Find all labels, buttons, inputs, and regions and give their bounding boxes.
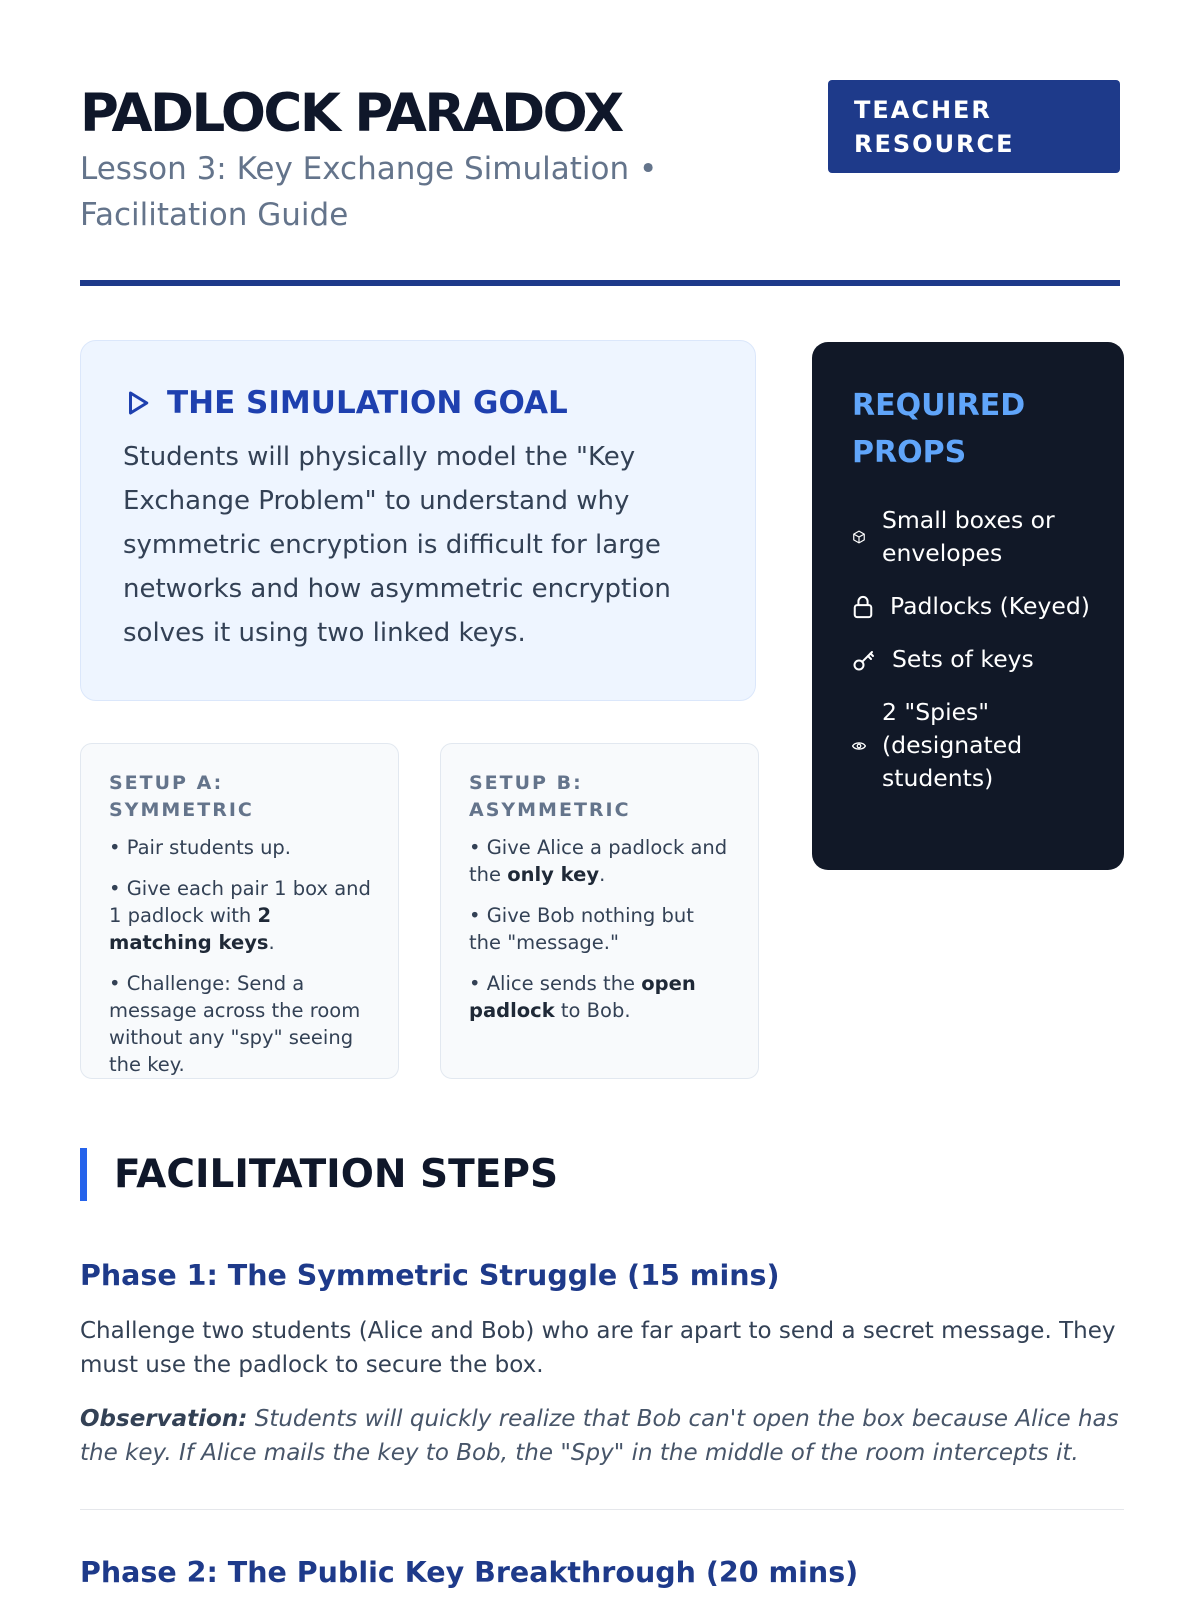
phase-1-section (80, 1256, 1124, 1470)
prop-label: Sets of keys (892, 645, 1034, 673)
phase-1-title: Phase 1: The Symmetric Struggle (15 mins) (80, 1259, 780, 1292)
setup-b-item (469, 970, 732, 1024)
setup-a-item: • Pair students up. (109, 836, 292, 859)
observation-text: Students will quickly realize that Bob can't open the box because Alice has the key. If Alice mails the key to Bob, the "Spy" in the middle of the room intercepts it. (80, 1406, 1119, 1466)
phase-divider (80, 1509, 1124, 1510)
setup-a-card (80, 743, 399, 1079)
observation-label: Observation: (80, 1406, 248, 1432)
setup-b-item-text: • Alice sends the (469, 972, 642, 995)
setup-b-item-emphasis: open padlock (469, 972, 696, 1022)
badge-line-1: TEACHER (854, 96, 992, 124)
phase-2-section (80, 1553, 1124, 1593)
prop-label: 2 "Spies" (designated students) (882, 698, 1023, 792)
goal-text: Students will physically model the "Key Exchange Problem" to understand why symmetric encryption is difficult for large networks and how asymmetric encryption solves it using two linked keys. (123, 442, 671, 648)
header-rule (80, 280, 1120, 286)
setup-b-card (440, 743, 759, 1079)
box-icon (852, 530, 866, 544)
setup-b-item-emphasis: only key (507, 863, 600, 886)
setup-a-item: • Challenge: Send a message across the room without any "spy" seeing the key. (109, 972, 361, 1076)
setup-b-item (469, 834, 732, 888)
simulation-goal-card (80, 340, 756, 701)
page-subtitle: Lesson 3: Key Exchange Simulation • Facilitation Guide (80, 151, 658, 233)
page-title: PADLOCK PARADOX (80, 83, 622, 144)
phase-1-observation (80, 1402, 1124, 1470)
setup-a-item-text: • Give each pair 1 box and 1 padlock with (109, 877, 371, 927)
teacher-resource-badge (828, 80, 1120, 173)
setup-a-title: SETUP A: SYMMETRIC (109, 772, 254, 821)
play-icon (123, 388, 153, 418)
setup-a-item (109, 875, 372, 956)
prop-item-boxes (852, 504, 1094, 570)
setup-b-item-text: • Give Alice a padlock and the (469, 836, 728, 886)
prop-label: Padlocks (Keyed) (890, 592, 1090, 620)
setup-a-item-text: . (268, 931, 275, 954)
goal-heading (123, 383, 715, 423)
prop-label: Small boxes or envelopes (882, 506, 1055, 567)
prop-item-keys (852, 643, 1094, 676)
key-icon (852, 648, 876, 672)
setup-b-item: • Give Bob nothing but the "message." (469, 904, 694, 954)
setup-b-item-text: . (599, 863, 606, 886)
setup-a-item-emphasis: 2 matching keys (109, 904, 272, 954)
eye-icon (852, 741, 866, 751)
props-title: REQUIRED PROPS (852, 388, 1026, 470)
phase-2-title: Phase 2: The Public Key Breakthrough (20 mins) (80, 1556, 859, 1589)
lock-icon (852, 595, 874, 619)
prop-item-spies (852, 696, 1094, 795)
badge-line-2: RESOURCE (854, 130, 1015, 158)
prop-item-padlocks (852, 590, 1094, 623)
facilitation-steps-heading: FACILITATION STEPS (80, 1148, 558, 1201)
goal-title: THE SIMULATION GOAL (167, 385, 568, 421)
setup-b-item-text: to Bob. (554, 999, 631, 1022)
phase-1-text: Challenge two students (Alice and Bob) who are far apart to send a secret message. They must use the padlock to secure the box. (80, 1318, 1116, 1378)
required-props-panel (812, 342, 1124, 870)
setup-b-title: SETUP B: ASYMMETRIC (469, 772, 631, 821)
